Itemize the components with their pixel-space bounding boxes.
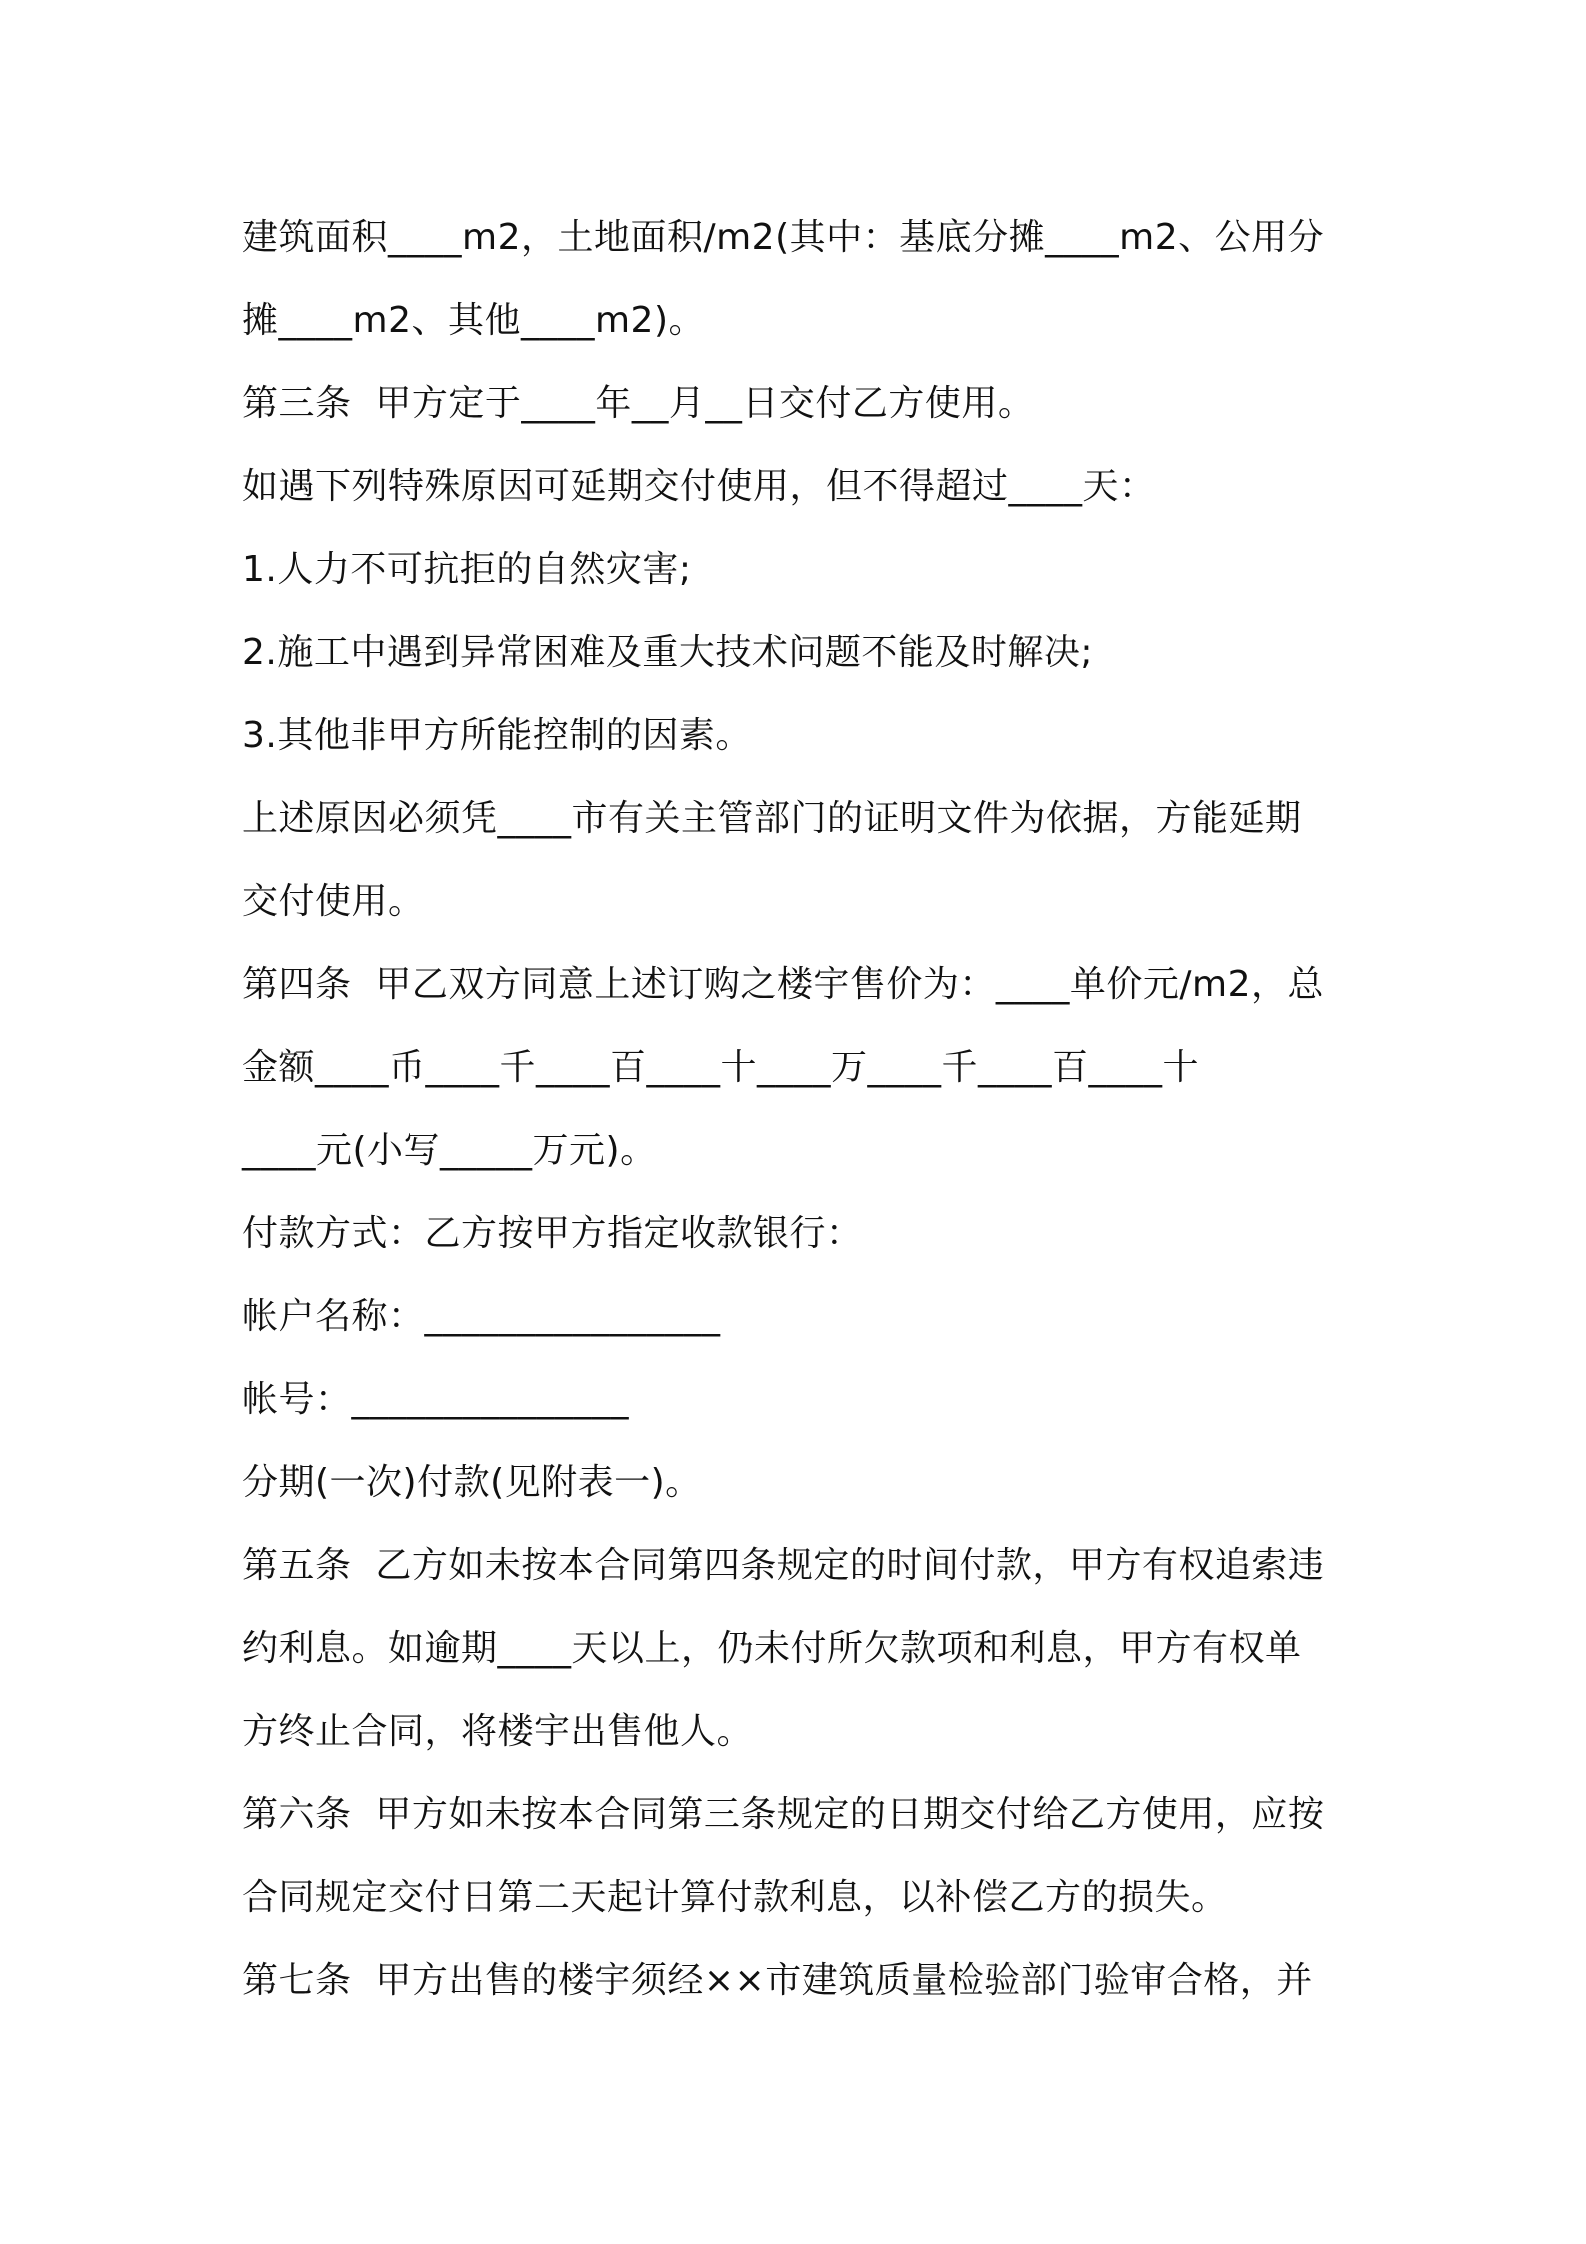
text-line: 约利息。如逾期____天以上，仍未付所欠款项和利息，甲方有权单 — [242, 1628, 1302, 1669]
text-line: 第五条 乙方如未按本合同第四条规定的时间付款，甲方有权追索违 — [242, 1545, 1325, 1586]
text-line: 如遇下列特殊原因可延期交付使用，但不得超过____天： — [242, 466, 1156, 507]
text-line: 金额____币____千____百____十____万____千____百____十 — [242, 1047, 1200, 1088]
text-line: 3.其他非甲方所能控制的因素。 — [242, 715, 752, 756]
text-line: 付款方式：乙方按甲方指定收款银行： — [242, 1213, 863, 1254]
text-line: 摊____m2、其他____m2)。 — [242, 300, 705, 341]
text-line: 方终止合同，将楼宇出售他人。 — [242, 1711, 754, 1752]
text-line: 建筑面积____m2，土地面积/m2(其中：基底分摊____m2、公用分 — [242, 217, 1325, 258]
text-line: 分期(一次)付款(见附表一)。 — [242, 1462, 702, 1503]
text-line: ____元(小写_____万元)。 — [242, 1130, 657, 1171]
text-line: 帐号：_______________ — [242, 1379, 630, 1420]
text-line: 2.施工中遇到异常困难及重大技术问题不能及时解决; — [242, 632, 1093, 673]
text-line: 第四条 甲乙双方同意上述订购之楼宇售价为：____单价元/m2，总 — [242, 964, 1324, 1005]
text-line: 帐户名称：________________ — [242, 1296, 721, 1337]
text-line: 交付使用。 — [242, 881, 425, 922]
text-line: 第三条 甲方定于____年__月__日交付乙方使用。 — [242, 383, 1035, 424]
contract-body — [242, 196, 1362, 2022]
text-line: 上述原因必须凭____市有关主管部门的证明文件为依据，方能延期 — [242, 798, 1302, 839]
text-line: 1.人力不可抗拒的自然灾害; — [242, 549, 692, 590]
text-line: 合同规定交付日第二天起计算付款利息，以补偿乙方的损失。 — [242, 1877, 1228, 1918]
text-line: 第六条 甲方如未按本合同第三条规定的日期交付给乙方使用，应按 — [242, 1794, 1325, 1835]
text-line: 第七条 甲方出售的楼宇须经××市建筑质量检验部门验审合格，并 — [242, 1960, 1313, 2001]
